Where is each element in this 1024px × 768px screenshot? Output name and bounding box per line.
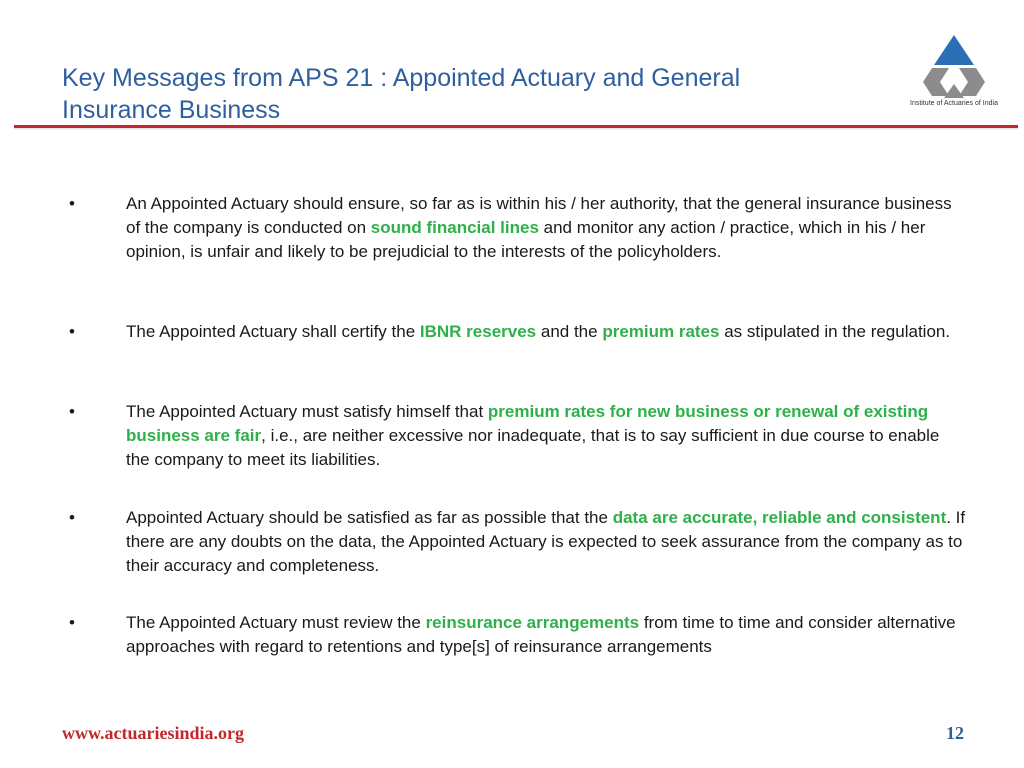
highlighted-phrase: IBNR reserves: [419, 322, 537, 341]
bullet-text: [126, 320, 966, 344]
bullet-text-run: as stipulated in the regulation.: [719, 322, 951, 341]
footer-website-link[interactable]: www.actuariesindia.org: [62, 723, 244, 743]
page-number: 12: [946, 723, 964, 743]
logo-grey-left-shape: [923, 68, 949, 96]
bullet-text: [126, 192, 966, 264]
bullet-text-run: The Appointed Actuary must review the: [126, 613, 426, 632]
bullet-marker: •: [69, 402, 75, 421]
slide-title-line-2: Insurance Business: [62, 96, 281, 124]
bullet-text-run: and the: [536, 322, 603, 341]
highlighted-phrase: premium rates for new business or renewal of existing business are fair: [126, 402, 929, 445]
highlighted-phrase: reinsurance arrangements: [425, 613, 640, 632]
bullet-text-run: The Appointed Actuary must satisfy himself that: [126, 402, 488, 421]
bullet-marker: •: [69, 508, 75, 527]
bullet-text-run: and monitor any action / practice, which in his / her opinion, is unfair and likely to be prejudicial to the interests of the policyholders.: [126, 218, 926, 261]
bullet-text-run: The Appointed Actuary shall certify the: [126, 322, 420, 341]
highlighted-phrase: sound financial lines: [370, 218, 539, 237]
logo-grey-center-shape: [944, 84, 964, 98]
bullet-text-run: , i.e., are neither excessive nor inadequate, that is to say sufficient in due course to enable the company to meet its liabilities.: [126, 426, 940, 469]
title-divider-shadow: [14, 128, 1018, 130]
bullet-text: [126, 611, 966, 659]
bullet-marker: •: [69, 613, 75, 632]
logo-blue-triangle: [934, 35, 974, 65]
bullet-text: [126, 506, 966, 578]
bullet-marker: •: [69, 322, 75, 341]
bullet-text-run: An Appointed Actuary should ensure, so far as is within his / her authority, that the general insurance business of the company is conducted on: [126, 194, 952, 237]
logo-grey-right-shape: [959, 68, 985, 96]
bullet-text-run: . If there are any doubts on the data, the Appointed Actuary is expected to seek assurance from the company as to their accuracy and completeness.: [126, 508, 966, 575]
slide-title: [62, 62, 882, 126]
highlighted-phrase: premium rates: [602, 322, 720, 341]
logo-caption: Institute of Actuaries of India: [910, 100, 998, 107]
highlighted-phrase: data are accurate, reliable and consistent: [612, 508, 947, 527]
bullet-text-run: from time to time and consider alternative approaches with regard to retentions and type[s] of reinsurance arrangements: [126, 613, 956, 656]
slide-title-line-1: Key Messages from APS 21 : Appointed Actuary and General: [62, 64, 741, 92]
bullet-text-run: Appointed Actuary should be satisfied as far as possible that the: [126, 508, 613, 527]
bullet-marker: •: [69, 194, 75, 213]
bullet-text: [126, 400, 966, 472]
